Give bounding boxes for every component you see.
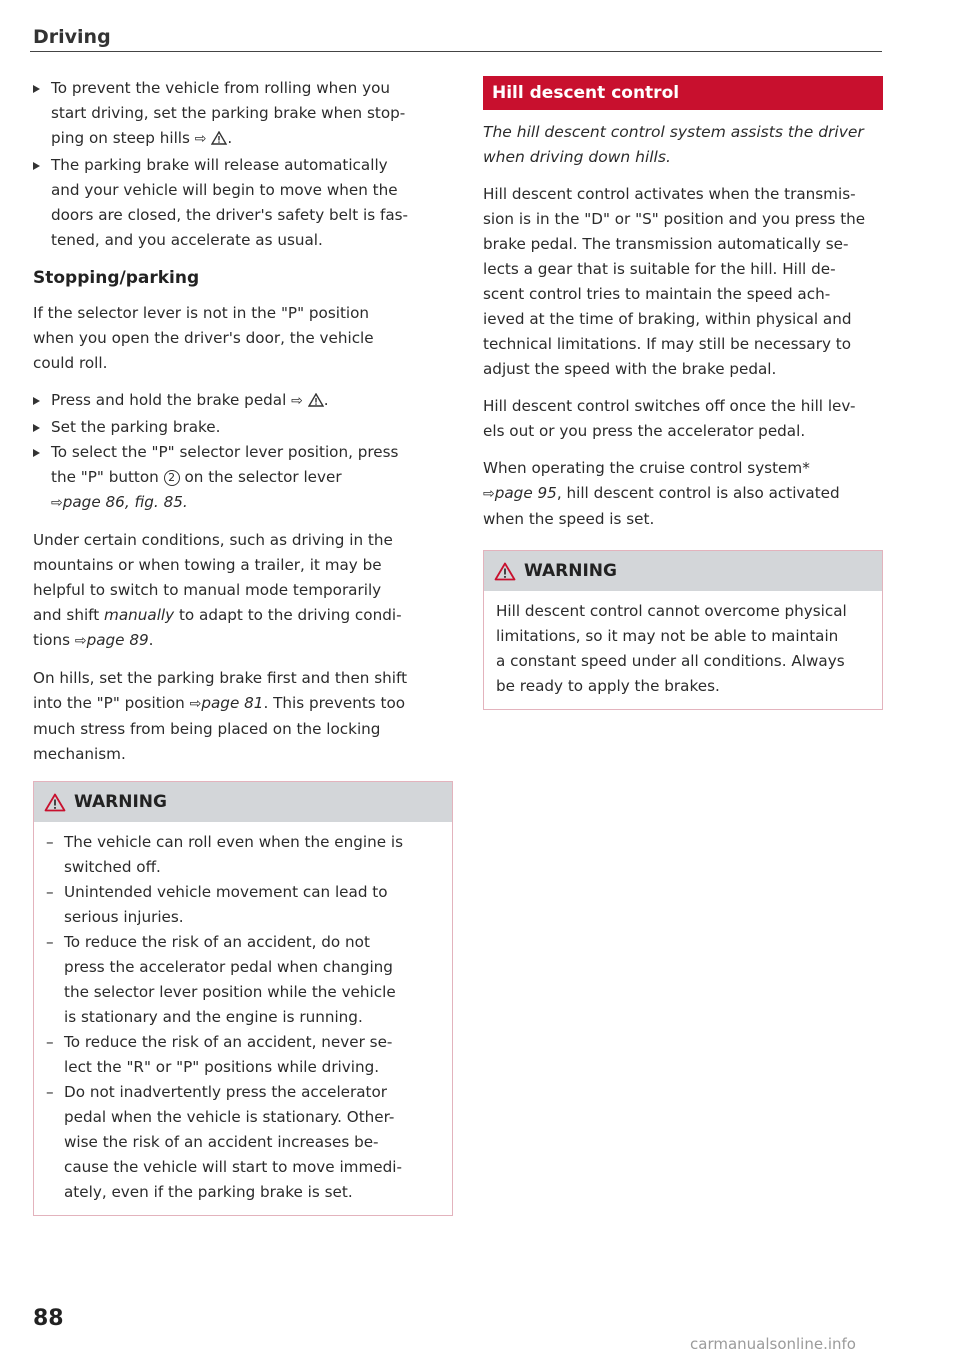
warning-header bbox=[34, 782, 452, 822]
paragraph: When operating the cruise control system* ⇨page 95, hill descent control is also activated when the speed is set. bbox=[483, 459, 840, 528]
list-item: – To reduce the risk of an accident, never se- lect the "R" or "P" positions while driving. bbox=[46, 1033, 393, 1076]
lead-paragraph: The hill descent control system assists the driver when driving down hills. bbox=[483, 123, 864, 166]
page-reference-link[interactable]: page 86, fig. 85 bbox=[62, 493, 183, 511]
warning-title: WARNING bbox=[524, 561, 617, 581]
warning-triangle-icon bbox=[44, 793, 66, 812]
warning-triangle-icon bbox=[494, 562, 516, 581]
reference-arrow-icon: ⇨ bbox=[51, 495, 63, 511]
list-item: Press and hold the brake pedal ⇨ . bbox=[33, 388, 453, 415]
paragraph: If the selector lever is not in the "P" position when you open the driver's door, the vehicle could roll. bbox=[33, 304, 374, 372]
subheading: Stopping/parking bbox=[33, 268, 200, 288]
warning-box bbox=[483, 550, 883, 710]
list-item: – The vehicle can roll even when the engine is switched off. bbox=[46, 833, 404, 876]
warning-box bbox=[33, 781, 453, 1216]
bullet-arrow-icon bbox=[33, 162, 40, 170]
page-reference-link[interactable]: page 89 bbox=[86, 631, 149, 649]
page-number: 88 bbox=[33, 1306, 64, 1331]
paragraph: Hill descent control switches off once the hill lev- els out or you press the accelerator pedal. bbox=[483, 397, 856, 440]
bullet-arrow-icon bbox=[33, 449, 40, 457]
bullet-arrow-icon bbox=[33, 85, 40, 93]
bullet-arrow-icon bbox=[33, 424, 40, 432]
callout-number: 2 bbox=[164, 470, 180, 486]
list-item: The parking brake will release automatically and your vehicle will begin to move when the doors are closed, the driver's safety belt is fas- tened, and you accelerate as usual. bbox=[33, 153, 453, 253]
paragraph: Under certain conditions, such as driving in the mountains or when towing a trailer, it may be helpful to switch to manual mode temporarily and shift manually to adapt to the driving condi- tions ⇨page 89. bbox=[33, 531, 402, 649]
list-item: – Unintended vehicle movement can lead to serious injuries. bbox=[46, 883, 388, 926]
reference-arrow-icon: ⇨ bbox=[291, 393, 303, 409]
warning-triangle-icon[interactable] bbox=[211, 128, 227, 153]
left-column bbox=[33, 76, 453, 1216]
section-title: Driving bbox=[33, 26, 111, 48]
header-divider bbox=[30, 51, 882, 52]
paragraph: On hills, set the parking brake first and then shift into the "P" position ⇨page 81. This prevents too much stress from being placed on the locking mechanism. bbox=[33, 669, 408, 763]
section-banner: Hill descent control bbox=[483, 76, 883, 110]
list-item: – To reduce the risk of an accident, do not press the accelerator pedal when changing the selector lever position while the vehicle is stationary and the engine is running. bbox=[46, 933, 396, 1026]
paragraph: Hill descent control activates when the transmis- sion is in the "D" or "S" position and you press the brake pedal. The transmission automatically se- lects a gear that is suitable for the hill. Hill de- scent control tries to maintain the speed ach- ieved at the time of braking, within physical and technical limitations. If may still be necessary to adjust the speed with the brake pedal. bbox=[483, 185, 866, 378]
reference-arrow-icon: ⇨ bbox=[74, 633, 87, 649]
warning-body: Hill descent control cannot overcome physical limitations, so it may not be able to maintain a constant speed under all conditions. Always be ready to apply the brakes. bbox=[496, 602, 847, 695]
reference-arrow-icon: ⇨ bbox=[483, 486, 495, 502]
watermark: carmanualsonline.info bbox=[690, 1335, 856, 1353]
warning-header bbox=[484, 551, 882, 591]
list-item: – Do not inadvertently press the accelerator pedal when the vehicle is stationary. Other- wise the risk of an accident increases be- cause the vehicle will start to move immedi- ately, even if the parking brake is set. bbox=[46, 1083, 402, 1201]
warning-triangle-icon[interactable] bbox=[308, 390, 324, 415]
reference-arrow-icon: ⇨ bbox=[194, 131, 207, 147]
page-reference-link[interactable]: page 95 bbox=[494, 484, 557, 502]
bullet-arrow-icon bbox=[33, 397, 40, 405]
warning-body bbox=[34, 822, 452, 1215]
page-reference-link[interactable]: page 81 bbox=[201, 694, 264, 712]
warning-title: WARNING bbox=[74, 792, 167, 812]
list-item: To prevent the vehicle from rolling when you start driving, set the parking brake when stop- ping on steep hills ⇨ . bbox=[33, 76, 453, 153]
right-column bbox=[483, 76, 883, 710]
list-item: Set the parking brake. bbox=[33, 415, 453, 440]
list-item: To select the "P" selector lever position, press the "P" button 2 on the selector lever ⇨page 86, fig. 85. bbox=[33, 440, 453, 516]
reference-arrow-icon: ⇨ bbox=[189, 696, 202, 712]
